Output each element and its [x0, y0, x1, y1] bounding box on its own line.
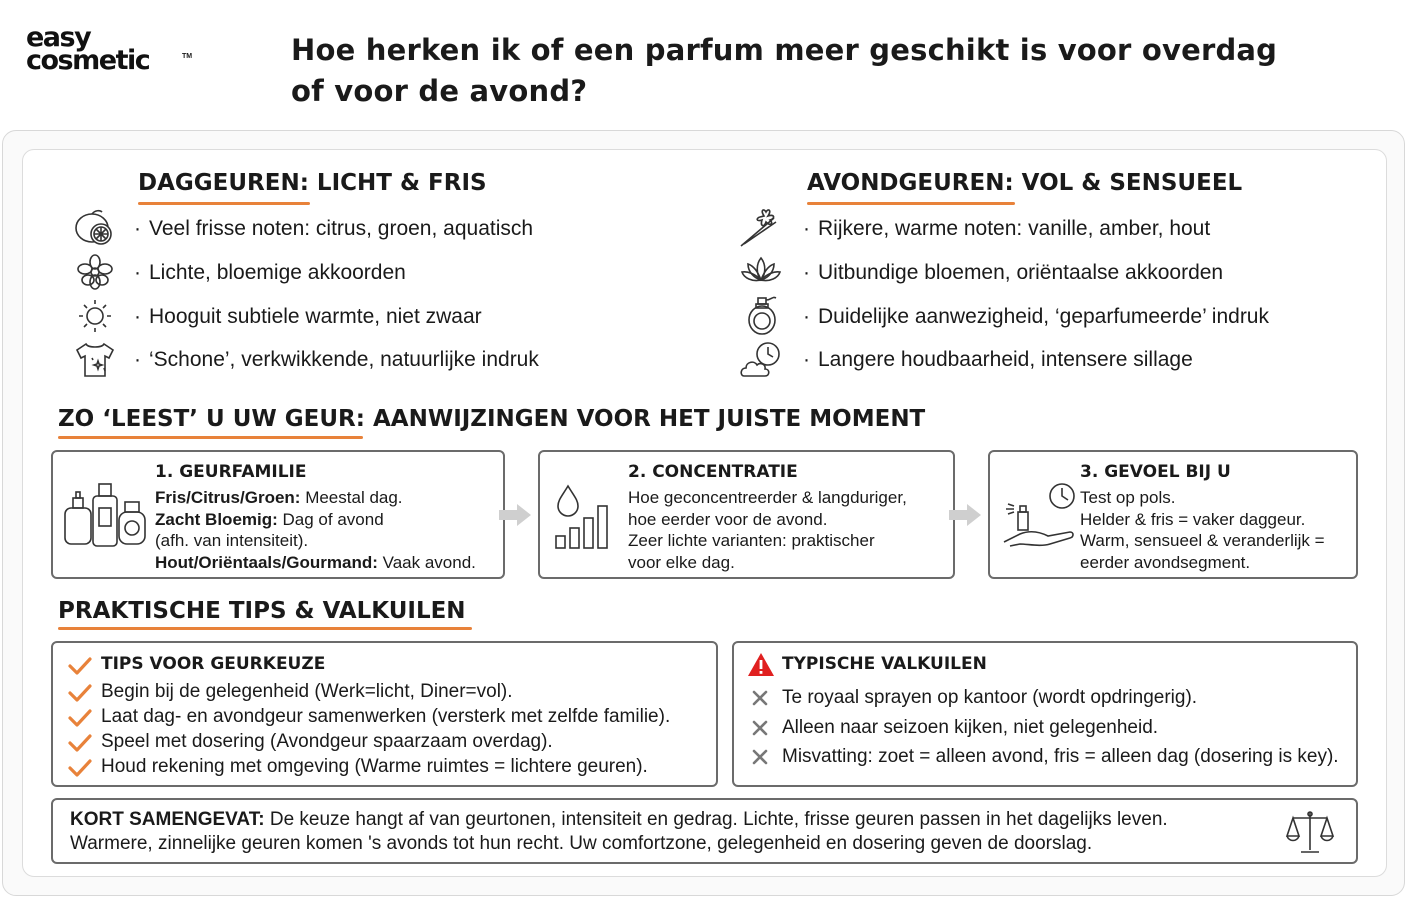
evening-item-4: · Langere houdbaarheid, intensere sillage	[803, 348, 1193, 371]
pitfalls-box	[732, 641, 1358, 787]
summary-line-1: KORT SAMENGEVAT: De keuze hangt af van geurtonen, intensiteit en gedrag. Lichte, frisse geuren passen in het dagelijks leven.	[70, 809, 1168, 830]
tip-item-3: Speel met dosering (Avondgeur spaarzaam overdag).	[101, 731, 553, 752]
warning-icon	[746, 651, 776, 683]
evening-heading: AVONDGEUREN: VOL & SENSUEEL	[807, 170, 1243, 196]
check-icon	[68, 683, 92, 708]
tip-item-4: Houd rekening met omgeving (Warme ruimtes = lichtere geuren).	[101, 756, 648, 777]
step-3-line-4: eerder avondsegment.	[1080, 552, 1251, 572]
tips-heading: PRAKTISCHE TIPS & VALKUILEN	[58, 598, 466, 624]
brand-line-1: easy	[26, 22, 91, 53]
day-item-2: · Lichte, bloemige akkoorden	[134, 261, 406, 284]
step-concentratie	[538, 450, 955, 579]
vanilla-icon	[738, 206, 784, 250]
day-heading-underline	[138, 202, 310, 205]
step-2-line-3: Zeer lichte varianten: praktischer	[628, 531, 875, 550]
step-3-line-2: Helder & fris = vaker daggeur.	[1080, 509, 1306, 529]
step-gevoel-bij-u	[988, 450, 1358, 579]
tips-box-title: TIPS VOOR GEURKEUZE	[101, 654, 326, 674]
scale-icon	[1285, 808, 1335, 856]
page-title-line-1: Hoe herken ik of een parfum meer geschikt is voor overdag	[291, 33, 1278, 67]
evening-item-2: · Uitbundige bloemen, oriëntaalse akkoorden	[803, 261, 1224, 284]
step-3-line-1: Test op pols.	[1080, 488, 1176, 507]
step-geurfamilie	[51, 450, 505, 579]
day-heading: DAGGEUREN: LICHT & FRIS	[138, 170, 487, 196]
step-2-line-4: voor elke dag.	[628, 552, 735, 572]
day-item-1: · Veel frisse noten: citrus, groen, aquatisch	[134, 217, 534, 240]
tip-item-2: Laat dag- en avondgeur samenwerken (versterk met zelfde familie).	[101, 706, 671, 727]
check-icon	[68, 656, 92, 681]
tips-box	[51, 641, 718, 787]
brand-line-2: cosmetic	[26, 45, 150, 76]
drop-levels-icon	[552, 482, 616, 552]
step-3-title: 3. GEVOEL BIJ U	[1080, 462, 1231, 482]
summary-text	[70, 808, 1168, 856]
tip-item-1: Begin bij de gelegenheid (Werk=licht, Diner=vol).	[101, 681, 513, 702]
summary-line-2: Warmere, zinnelijke geuren komen 's avonds tot hun recht. Uw comfortzone, gelegenheid en dosering geven de doorslag.	[70, 833, 1093, 854]
pitfall-item-1: Te royaal sprayen op kantoor (wordt opdringerig).	[782, 687, 1198, 708]
day-item-4: · ‘Schone’, verkwikkende, natuurlijke indruk	[134, 348, 539, 371]
page-title	[291, 30, 1291, 112]
perfume-bottle-icon	[738, 294, 784, 338]
check-icon	[68, 758, 92, 783]
flower-icon	[72, 250, 118, 294]
clean-shirt-icon	[72, 338, 118, 382]
step-3-line-3: Warm, sensueel & veranderlijk =	[1080, 531, 1325, 550]
citrus-icon	[72, 206, 118, 250]
evening-item-3: · Duidelijke aanwezigheid, ‘geparfumeerde’ indruk	[803, 305, 1269, 328]
check-icon	[68, 708, 92, 733]
summary-box	[51, 798, 1358, 864]
brand-trademark: TM	[182, 53, 193, 60]
cross-icon	[751, 748, 769, 771]
cross-icon	[751, 689, 769, 712]
evening-heading-underline	[807, 202, 1015, 205]
read-heading: ZO ‘LEEST’ U UW GEUR: AANWIJZINGEN VOOR HET JUISTE MOMENT	[58, 406, 926, 432]
day-item-3: · Hooguit subtiele warmte, niet zwaar	[134, 305, 482, 328]
pitfalls-box-title: TYPISCHE VALKUILEN	[782, 654, 987, 674]
pitfall-item-3: Misvatting: zoet = alleen avond, fris = alleen dag (dosering is key).	[782, 746, 1339, 767]
step-2-title: 2. CONCENTRATIE	[628, 462, 798, 482]
arrow-right-icon	[497, 502, 533, 528]
lotus-icon	[738, 250, 784, 294]
pitfall-item-2: Alleen naar seizoen kijken, niet gelegenheid.	[782, 717, 1159, 738]
bottles-icon	[63, 480, 147, 550]
step-1-line-1: Fris/Citrus/Groen: Meestal dag.	[155, 488, 403, 507]
page-title-line-2: of voor de avond?	[291, 74, 588, 108]
check-icon	[68, 733, 92, 758]
step-1-line-2: Zacht Bloemig: Dag of avond	[155, 509, 384, 529]
cross-icon	[751, 719, 769, 742]
arrow-right-icon	[947, 502, 983, 528]
brand-logo	[26, 22, 196, 76]
wrist-test-icon	[1000, 482, 1080, 550]
tips-heading-underline	[58, 627, 472, 630]
evening-item-1: · Rijkere, warme noten: vanille, amber, hout	[803, 217, 1211, 240]
read-heading-underline	[58, 436, 363, 439]
step-2-line-1: Hoe geconcentreerder & langduriger,	[628, 488, 907, 507]
step-1-title: 1. GEURFAMILIE	[155, 462, 307, 482]
step-1-line-3: (afh. van intensiteit).	[155, 531, 309, 550]
sun-icon	[72, 294, 118, 338]
moon-cloud-icon	[738, 338, 784, 382]
step-1-line-4: Hout/Oriëntaals/Gourmand: Vaak avond.	[155, 552, 476, 572]
step-2-line-2: hoe eerder voor de avond.	[628, 509, 828, 529]
